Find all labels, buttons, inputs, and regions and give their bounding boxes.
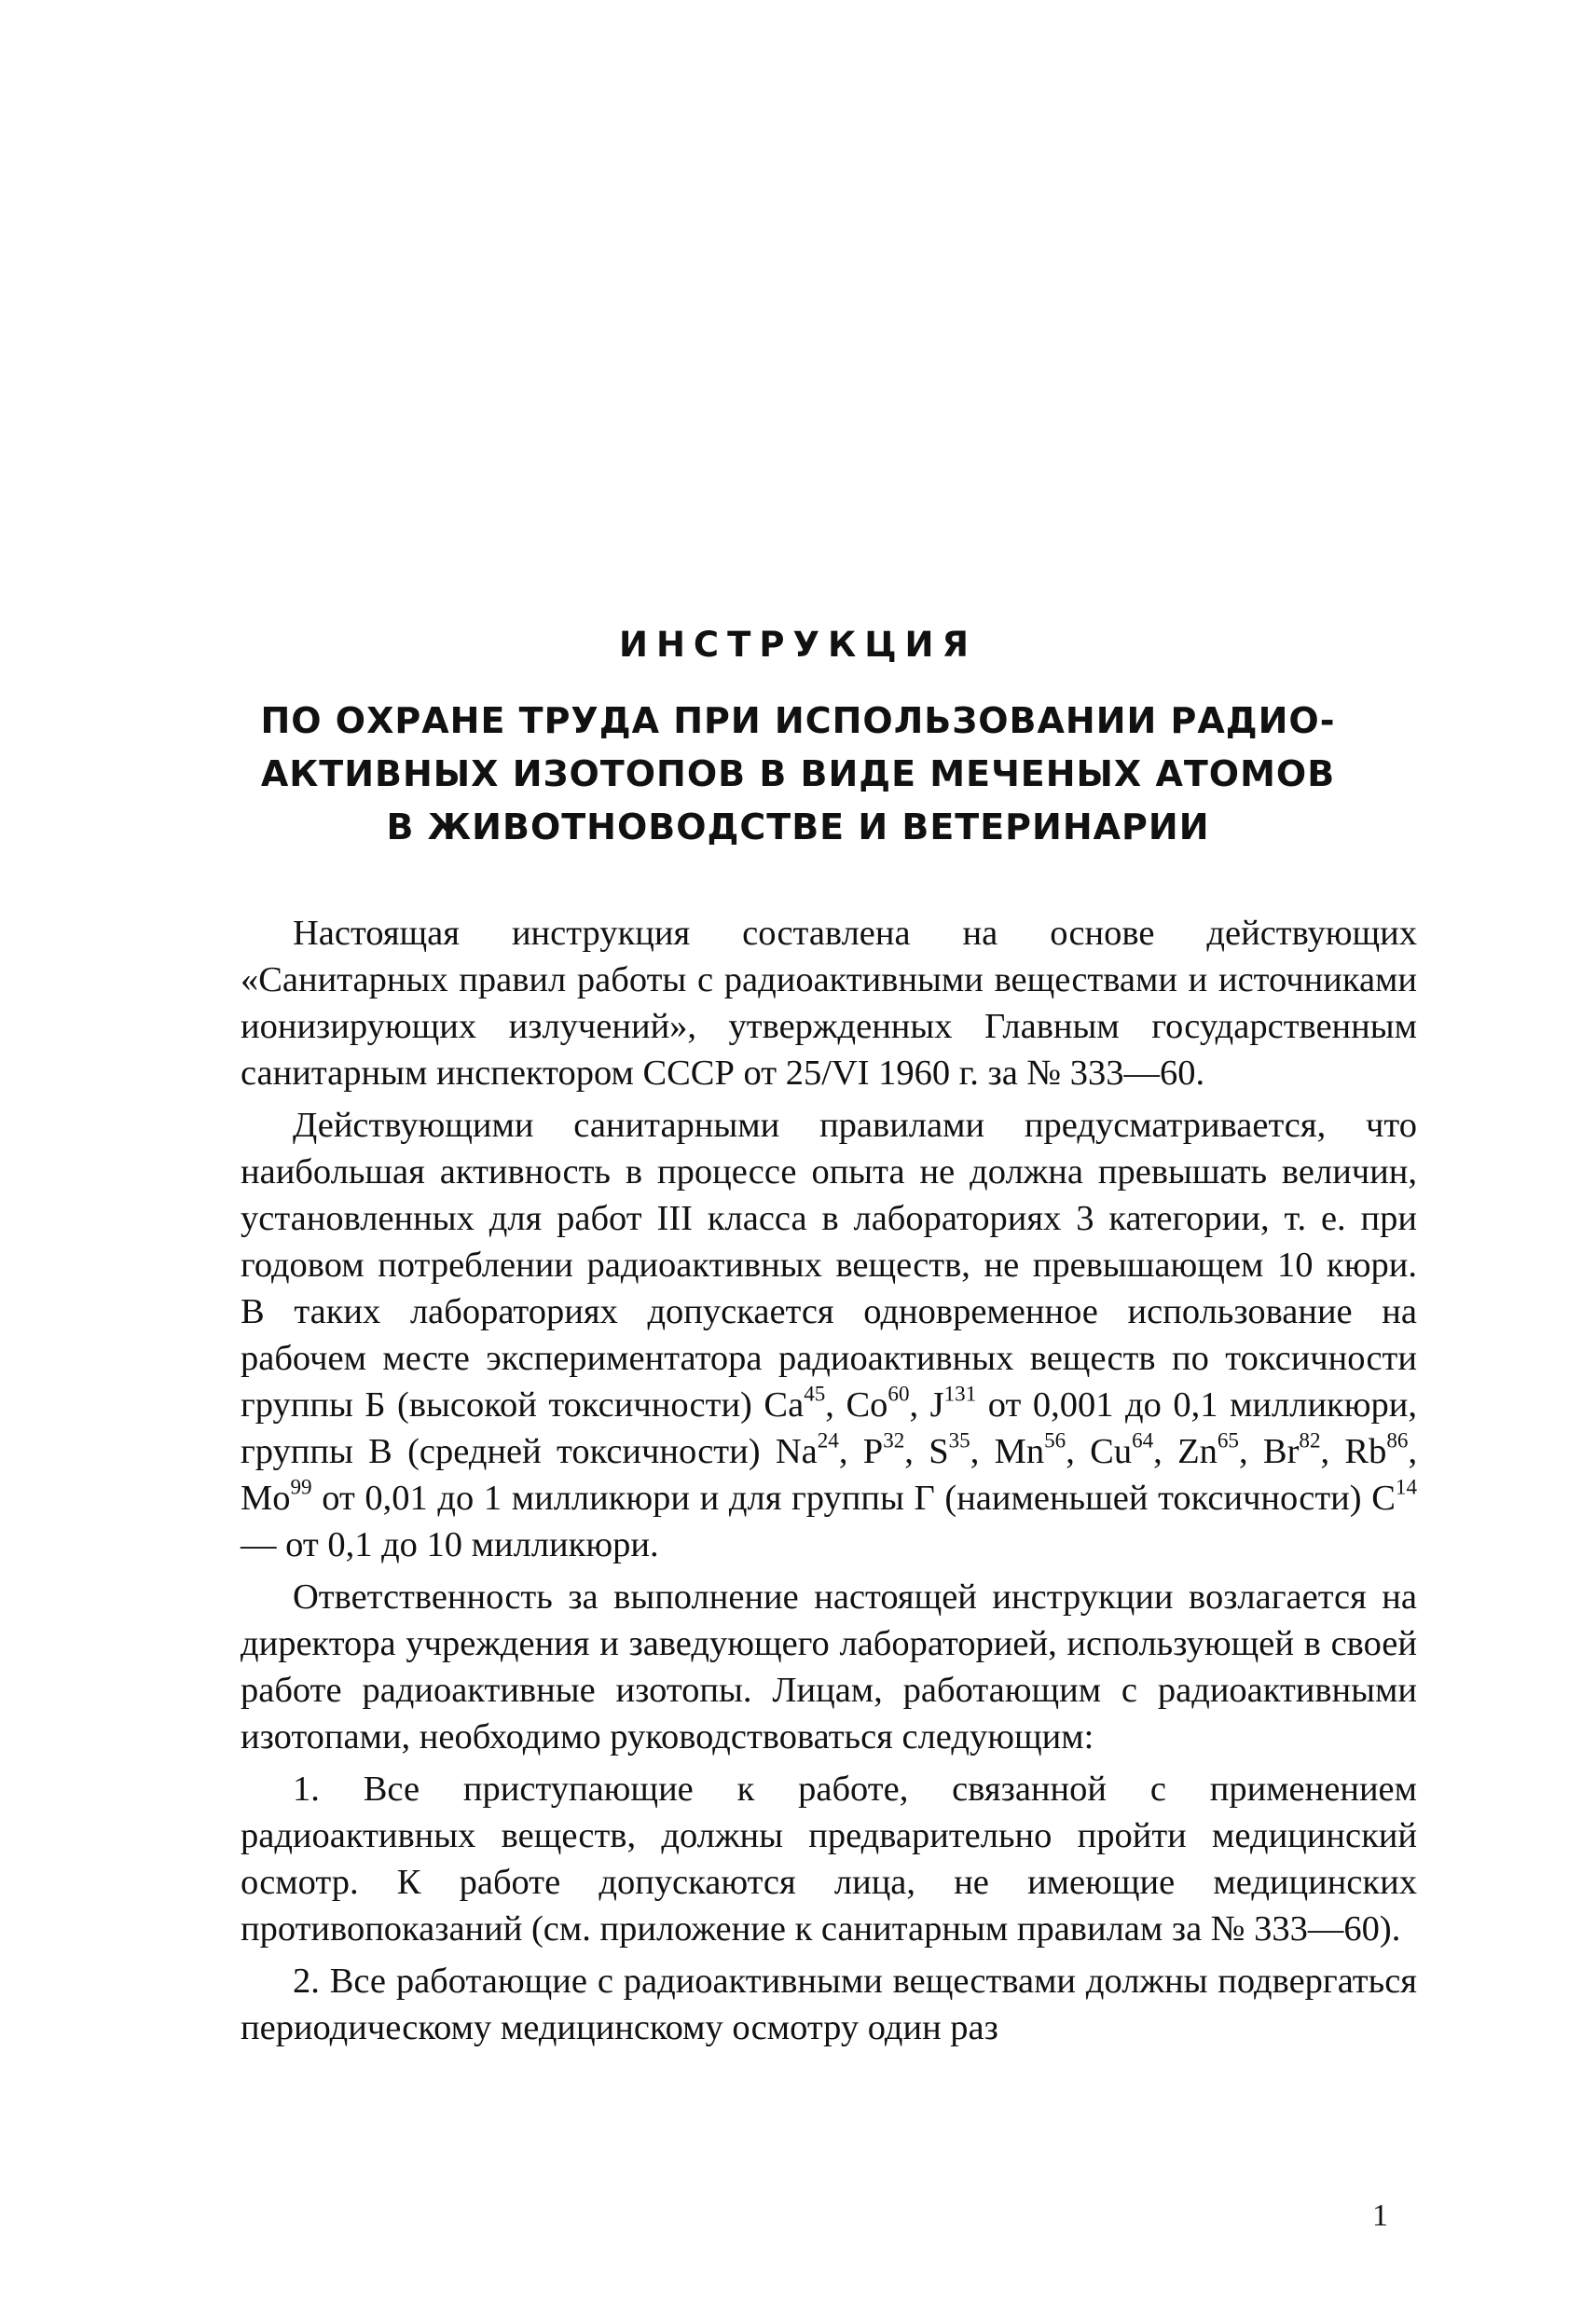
isotope-c14: $C^{14}$ bbox=[1371, 1474, 1417, 1518]
paragraph-text: — от 0,1 до 10 милликюри. bbox=[241, 1525, 659, 1564]
paragraph-activity-limits: Действующими санитарными правилами предусматривается, что наибольшая активность в процессе опыта не должна превышать величин, установленных для работ III класса в лабораториях 3 категории, т. е. при годовом потреблении радиоактивных веществ, не превышающем 10 кюри. В таких лабораториях допускается одновременное использование на рабочем месте экспериментатора радиоактивных веществ по токсичности группы Б (высокой токсичности) Ca$^{45}$, Co$^{60}$, $J^{131}$ от 0,001 до 0,1 милликюри, группы В (средней токсичности) Na$^{24}$, $P^{32}$, $S^{35}$, Mn$^{56}$, Cu$^{64}$, Zn$^{65}$, Br$^{82}$, Rb$^{86}$, Mo$^{99}$ от 0,01 до 1 милликюри и для группы Г (наименьшей токсичности) $C^{14}$ — от 0,1 до 10 милликюри. bbox=[241, 1106, 1418, 1564]
document-subtitle bbox=[0, 695, 1596, 854]
isotope-s35: $S^{35}$ bbox=[929, 1427, 970, 1471]
paragraph-text: Действующими санитарными правилами предусматривается, что наибольшая активность в процессе опыта не должна превышать величин, установленных для работ III класса в лабораториях 3 категории, т. е. при годовом потреблении радиоактивных веществ, не превышающем 10 кюри. В таких лабораториях допускается одновременное использование на рабочем месте экспериментатора радиоактивных веществ по токсичности группы Б (высокой токсичности) bbox=[241, 1106, 1417, 1425]
document-body bbox=[241, 910, 1417, 2057]
page-number: 1 bbox=[1372, 2198, 1388, 2233]
paragraph-intro: Настоящая инструкция составлена на основе действующих «Санитарных правил работы с радиоактивными веществами и источниками ионизирующих излучений», утвержденных Главным государственным санитарным инспектором СССР от 25/VI 1960 г. за № 333—60. bbox=[241, 914, 1417, 1093]
subtitle-line: АКТИВНЫХ ИЗОТОПОВ В ВИДЕ МЕЧЕНЫХ АТОМОВ bbox=[260, 753, 1336, 794]
paragraph-item-2: 2. Все работающие с радиоактивными веществами должны подвергаться периодическому медицинскому осмотру один раз bbox=[241, 1962, 1417, 2047]
document-title: ИНСТРУКЦИЯ bbox=[619, 625, 977, 665]
paragraph-responsibility: Ответственность за выполнение настоящей инструкции возлагается на директора учреждения и заведующего лабораторией, использующей в своей работе радиоактивные изотопы. Лицам, работающим с радиоактивными изотопами, необходимо руководствоваться следующим: bbox=[241, 1577, 1417, 1756]
paragraph-text: от 0,01 до 1 милликюри и для группы Г (наименьшей токсичности) bbox=[322, 1479, 1362, 1518]
isotope-rb86: Rb$^{86}$ bbox=[1344, 1427, 1409, 1471]
isotope-mn56: Mn$^{56}$ bbox=[994, 1427, 1066, 1471]
isotope-br82: Br$^{82}$ bbox=[1262, 1427, 1321, 1471]
isotope-zn65: Zn$^{65}$ bbox=[1177, 1427, 1239, 1471]
isotope-na24: Na$^{24}$ bbox=[775, 1427, 839, 1471]
isotope-mo99: Mo$^{99}$ bbox=[241, 1474, 312, 1518]
subtitle-line: ПО ОХРАНЕ ТРУДА ПРИ ИСПОЛЬЗОВАНИИ РАДИО- bbox=[260, 700, 1336, 741]
isotope-j131: $J^{131}$ bbox=[929, 1381, 977, 1425]
isotope-cu64: Cu$^{64}$ bbox=[1090, 1427, 1154, 1471]
isotope-p32: $P^{32}$ bbox=[862, 1427, 905, 1471]
isotope-ca45: Ca$^{45}$ bbox=[764, 1381, 826, 1425]
paragraph-item-1: 1. Все приступающие к работе, связанной с применением радиоактивных веществ, должны предварительно пройти медицинский осмотр. К работе допускаются лица, не имеющие медицинских противопоказаний (см. приложение к санитарным правилам за № 333—60). bbox=[241, 1770, 1417, 1949]
paragraph-text: от 0,001 до 0,1 милликюри, группы В (средней токсичности) bbox=[241, 1385, 1418, 1471]
subtitle-line: В ЖИВОТНОВОДСТВЕ И ВЕТЕРИНАРИИ bbox=[386, 806, 1210, 847]
isotope-co60: Co$^{60}$ bbox=[846, 1381, 910, 1425]
